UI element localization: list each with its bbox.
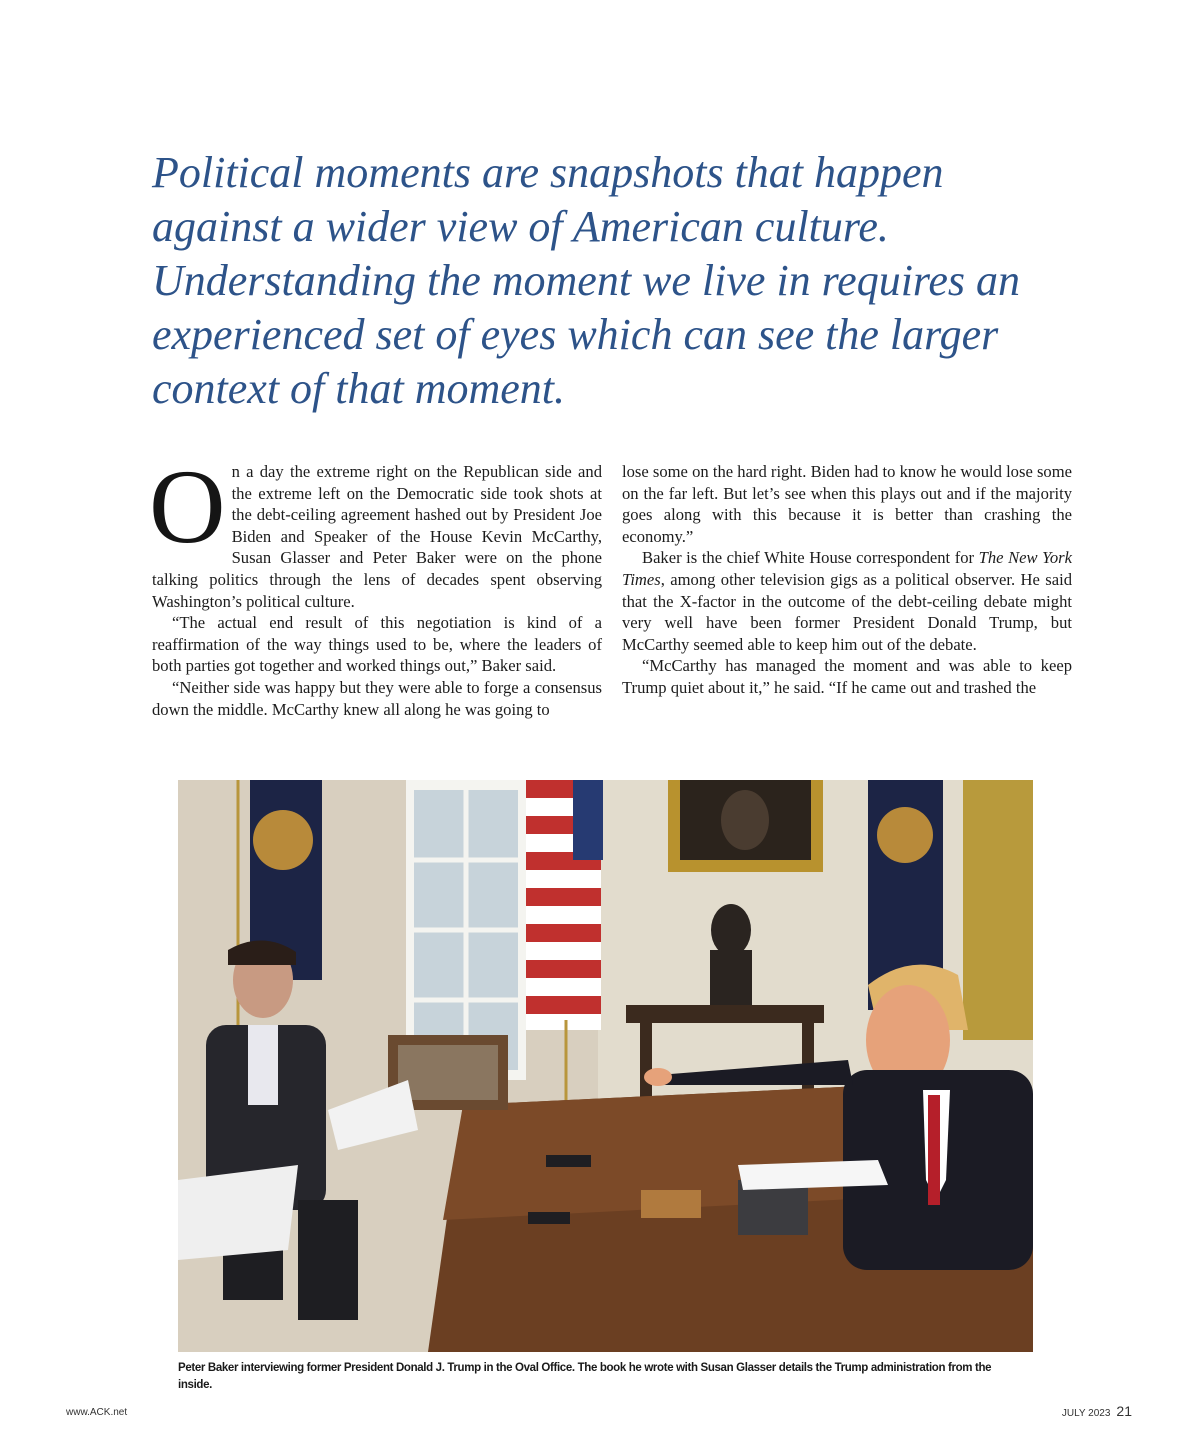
article-paragraph: [149, 448, 602, 612]
paragraph-text: , among other television gigs as a political observer. He said that the X-factor in the outcome of the debt-ceiling debate might very well have been former President Donald Trump, but McCarthy seemed able to keep him out of the debate.: [622, 569, 1072, 654]
issue-date: JULY 2023: [1061, 1408, 1111, 1419]
paragraph-text: n a day the extreme right on the Republican side and the extreme left on the Democratic side took shots at the debt-ceiling agreement hashed out by President Joe Biden and Speaker of the House Kevin McCarthy, Susan Glasser and Peter Baker were on the phone talking politics through the lens of decades spent observing Washington’s political culture.: [152, 462, 602, 611]
article-column-left: [149, 448, 602, 720]
oval-office-photo: [178, 780, 1033, 1352]
pull-quote: Political moments are snapshots that happen against a wider view of American culture. Understanding the moment we live in requires an experienced set of eyes which can see the larger context of that moment.: [152, 148, 1021, 413]
article-paragraph: “Neither side was happy but they were able to forge a consensus down the middle. McCarthy knew all along he was going to: [152, 677, 602, 719]
article-column-right: [622, 461, 1072, 699]
article-paragraph: [622, 547, 1072, 655]
drop-cap: O: [149, 448, 226, 565]
page-number: 21: [1116, 1403, 1132, 1419]
paragraph-text: Baker is the chief White House correspondent for: [642, 548, 979, 568]
curtain: [963, 780, 1033, 1040]
article-paragraph: “McCarthy has managed the moment and was able to keep Trump quiet about it,” he said. “If he came out and trashed the: [622, 656, 1072, 697]
article-paragraph: “The actual end result of this negotiation is kind of a reaffirmation of the way things used to be, where the leaders of both parties got together and worked things out,” Baker said.: [152, 613, 602, 676]
bust: [711, 904, 751, 956]
photo-illustration: [178, 780, 1033, 1352]
photo-caption: Peter Baker interviewing former President Donald J. Trump in the Oval Office. The book he wrote with Susan Glasser details the Trump administration from the inside.: [178, 1362, 992, 1391]
footer-issue-info: [1062, 1403, 1132, 1421]
article-paragraph: lose some on the hard right. Biden had to know he would lose some on the far left. But let’s see when this plays out and if the majority goes along with this because it is better than crashing the economy.”: [622, 462, 1072, 546]
publication-name: The New York Times: [622, 548, 1072, 589]
footer-website: www.ACK.net: [66, 1407, 128, 1418]
